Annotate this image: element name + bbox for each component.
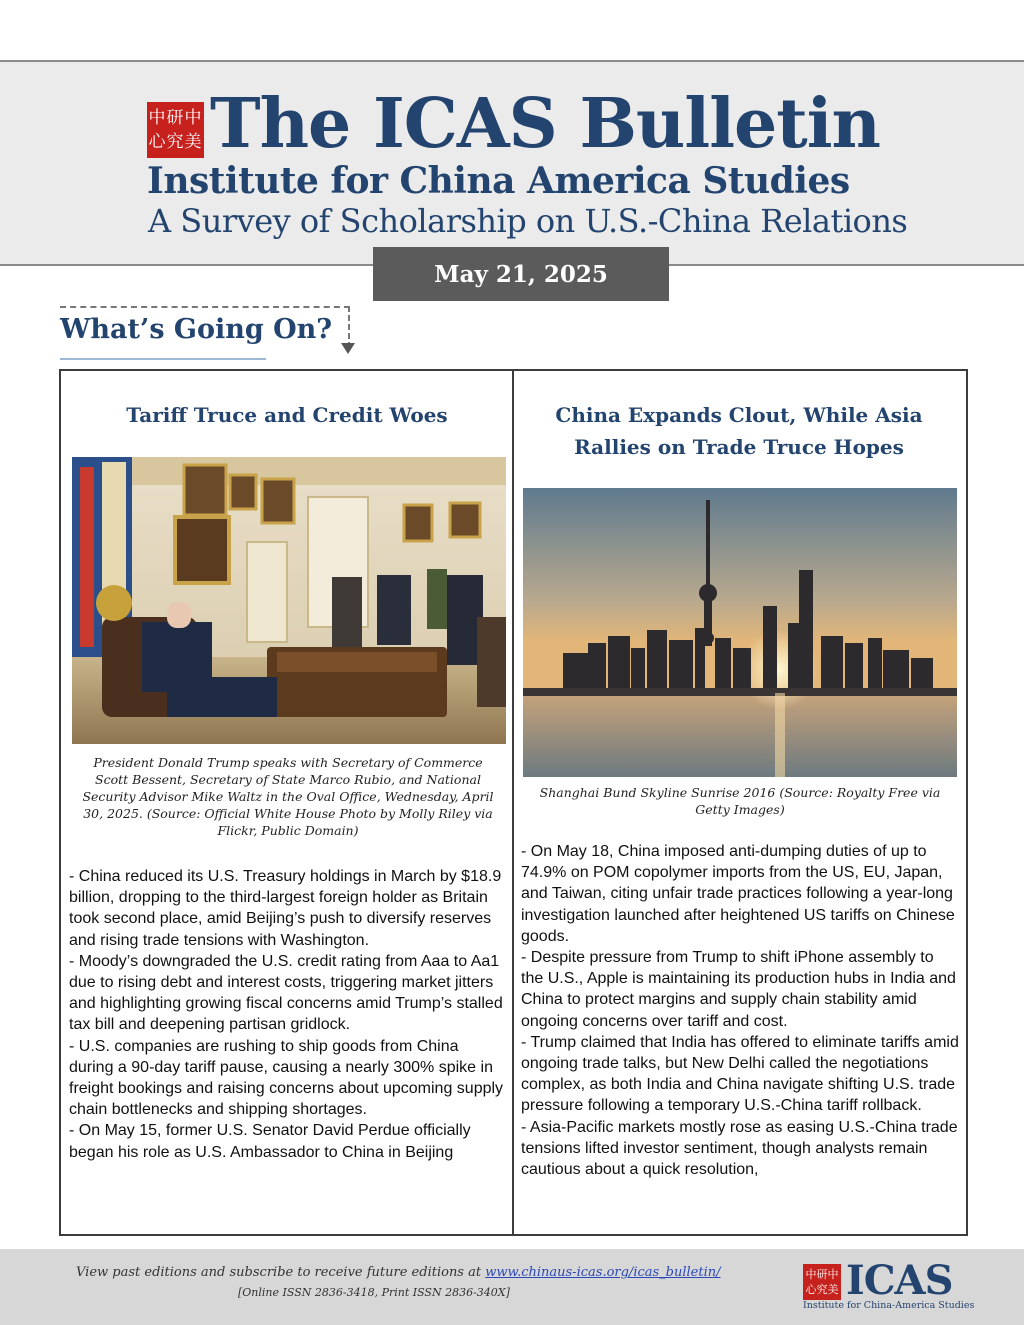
list-item: - On May 15, former U.S. Senator David Perdue officially began his role as U.S. Ambassador to China in Beijing (69, 1122, 471, 1161)
right-column-heading: China Expands Clout, While Asia Rallies on Trade Truce Hopes (555, 403, 923, 459)
bulletin-archive-link[interactable]: www.chinaus-icas.org/icas_bulletin/ (485, 1265, 721, 1280)
footer-org-name: Institute for China-America Studies (803, 1300, 975, 1311)
footer-brand: ICAS (846, 1257, 953, 1304)
institute-name: Institute for China America Studies (147, 160, 850, 202)
list-item: - China reduced its U.S. Treasury holdings in March by $18.9 billion, dropping to the third-largest foreign holder as Britain took second place, amid Beijing’s push to diversify reserves and rising trade tensions with Washington. (69, 868, 502, 949)
left-news-list (69, 866, 507, 1163)
column-divider (512, 371, 514, 1234)
left-column-heading: Tariff Truce and Credit Woes (126, 403, 448, 427)
footer-issn: [Online ISSN 2836-3418, Print ISSN 2836-340X] (238, 1286, 510, 1299)
left-photo-caption: President Donald Trump speaks with Secretary of Commerce Scott Bessent, Secretary of State Marco Rubio, and National Security Advisor Mike Waltz in the Oval Office, Wednesday, April 30, 2025. (Source: Official White House Photo by Molly Riley via Flickr, Public Domain) (82, 755, 494, 838)
arrow-down-icon (341, 343, 355, 354)
issue-date: May 21, 2025 (373, 247, 669, 301)
shanghai-skyline-photo (523, 488, 957, 777)
section-underline (60, 358, 266, 360)
bulletin-tagline: A Survey of Scholarship on U.S.-China Relations (148, 202, 908, 240)
oval-office-photo (72, 457, 506, 744)
right-news-list (521, 841, 959, 1180)
icas-seal-logo: 中研中心究美 (147, 102, 204, 158)
section-title: What’s Going On? (60, 314, 333, 345)
list-item: - U.S. companies are rushing to ship goods from China during a 90-day tariff pause, causing a nearly 300% spike in freight bookings and raising concerns about upcoming supply chain bottlenecks and shipping shortages. (69, 1037, 504, 1119)
footer-text: View past editions and subscribe to receive future editions at (76, 1265, 486, 1280)
footer-subscribe-text (76, 1265, 721, 1280)
list-item: - On May 18, China imposed anti-dumping duties of up to 74.9% on POM copolymer imports from the US, EU, Japan, and Taiwan, citing unfair trade practices following a year-long investigation launched after heightened US tariffs on Chinese goods. (521, 843, 955, 945)
list-item: - Moody’s downgraded the U.S. credit rating from Aaa to Aa1 due to rising debt and interest costs, triggering market jitters and highlighting growing fiscal concerns amid Trump’s stalled tax bill and deepening partisan gridlock. (69, 952, 503, 1034)
footer (0, 1249, 1024, 1325)
list-item: - Asia-Pacific markets mostly rose as easing U.S.-China trade tensions lifted investor sentiment, though analysts remain cautious about a quick resolution, (521, 1118, 958, 1179)
list-item: - Despite pressure from Trump to shift iPhone assembly to the U.S., Apple is maintaining its production hubs in India and China to protect margins and supply chain stability amid ongoing concerns over tariff and cost. (521, 949, 956, 1030)
list-item: - Trump claimed that India has offered to eliminate tariffs amid ongoing trade talks, but New Delhi called the negotiations complex, as both India and China navigate shifting U.S. trade pressure following a temporary U.S.-China tariff rollback. (521, 1033, 959, 1115)
news-columns (59, 369, 968, 1236)
bulletin-title: The ICAS Bulletin (210, 84, 880, 164)
masthead (0, 60, 1024, 266)
right-photo-caption: Shanghai Bund Skyline Sunrise 2016 (Source: Royalty Free via Getty Images) (539, 785, 941, 817)
footer-seal-logo: 中研中心究美 (803, 1264, 841, 1300)
